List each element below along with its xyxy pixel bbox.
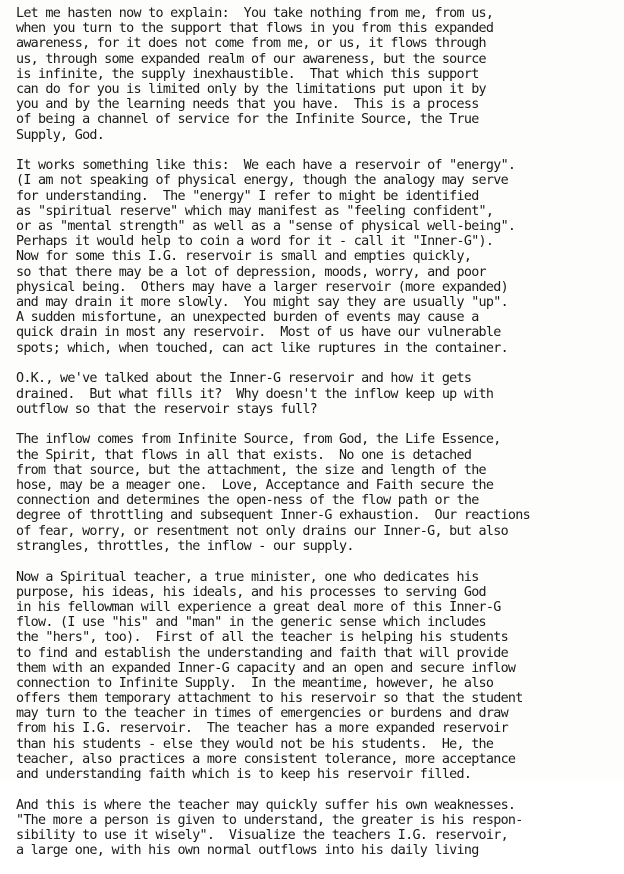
text-line: and may drain it more slowly. You might say they are usually "up". [16, 294, 508, 310]
text-line: from his I.G. reservoir. The teacher has a more expanded reservoir [16, 721, 508, 737]
text-line: them with an expanded Inner-G capacity and an open and secure inflow [16, 660, 516, 676]
text-line: to find and establish the understanding and faith that will provide [16, 645, 508, 661]
text-line: connection to Infinite Supply. In the meantime, however, he also [16, 675, 494, 691]
text-line: "The more a person is given to understand, the greater is his respon- [16, 812, 523, 828]
text-line: degree of throttling and subsequent Inner-G exhaustion. Our reactions [16, 508, 530, 524]
text-line: us, through some expanded realm of our awareness, but the source [16, 51, 486, 67]
text-line: Now a Spiritual teacher, a true minister, one who dedicates his [16, 569, 479, 585]
text-line: a large one, with his own normal outflows into his daily living [16, 843, 479, 859]
paragraph [16, 6, 616, 143]
text-line: The inflow comes from Infinite Source, from God, the Life Essence, [16, 432, 501, 448]
text-line: (I am not speaking of physical energy, though the analogy may serve [16, 173, 508, 189]
paragraph [16, 798, 616, 859]
text-line: quick drain in most any reservoir. Most of us have our vulnerable [16, 325, 501, 341]
paragraph [16, 570, 616, 783]
text-line: hose, may be a meager one. Love, Acceptance and Faith secure the [16, 478, 494, 494]
text-line: is infinite, the supply inexhaustible. That which this support [16, 66, 479, 82]
text-line: purpose, his ideas, his ideals, and his processes to serving God [16, 584, 486, 600]
text-line: It works something like this: We each have a reservoir of "energy". [16, 158, 516, 174]
text-line: strangles, throttles, the inflow - our supply. [16, 538, 354, 554]
text-line: outflow so that the reservoir stays full? [16, 401, 318, 417]
text-line: you and by the learning needs that you have. This is a process [16, 97, 479, 113]
text-line: as "spiritual reserve" which may manifest as "feeling confident", [16, 203, 494, 219]
text-line: for understanding. The "energy" I refer to might be identified [16, 188, 479, 204]
paragraph [16, 371, 616, 417]
text-line: Let me hasten now to explain: You take nothing from me, from us, [16, 6, 494, 21]
text-line: And this is where the teacher may quickly suffer his own weaknesses. [16, 797, 516, 813]
paragraph [16, 158, 616, 355]
text-line: Supply, God. [16, 127, 105, 143]
text-line: so that there may be a lot of depression, moods, worry, and poor [16, 264, 486, 280]
document-body [16, 6, 616, 874]
text-line: O.K., we've talked about the Inner-G reservoir and how it gets [16, 371, 472, 387]
text-line: Now for some this I.G. reservoir is small and empties quickly, [16, 249, 472, 265]
text-line: offers them temporary attachment to his reservoir so that the student [16, 691, 523, 707]
text-line: physical being. Others may have a larger reservoir (more expanded) [16, 279, 508, 295]
text-line: of fear, worry, or resentment not only drains our Inner-G, but also [16, 523, 508, 539]
text-line: or as "mental strength" as well as a "sense of physical well-being". [16, 219, 516, 235]
text-line: connection and determines the open-ness of the flow path or the [16, 493, 479, 509]
text-line: can do for you is limited only by the limitations put upon it by [16, 81, 486, 97]
paragraph [16, 432, 616, 554]
text-line: and understanding faith which is to keep his reservoir filled. [16, 767, 472, 782]
text-line: teacher, also practices a more consistent tolerance, more acceptance [16, 751, 516, 767]
text-line: Perhaps it would help to coin a word for it - call it "Inner-G"). [16, 234, 494, 250]
text-line: spots; which, when touched, can act like ruptures in the container. [16, 340, 508, 356]
text-line: may turn to the teacher in times of emergencies or burdens and draw [16, 706, 508, 722]
text-line: when you turn to the support that flows in you from this expanded [16, 21, 494, 37]
text-line: awareness, for it does not come from me, or us, it flows through [16, 36, 486, 52]
text-line: of being a channel of service for the Infinite Source, the True [16, 112, 479, 128]
text-line: sibility to use it wisely". Visualize the teachers I.G. reservoir, [16, 828, 508, 844]
text-line: drained. But what fills it? Why doesn't the inflow keep up with [16, 386, 494, 402]
text-line: in his fellowman will experience a great deal more of this Inner-G [16, 599, 501, 615]
text-line: the Spirit, that flows in all that exists. No one is detached [16, 447, 472, 463]
text-line: the "hers", too). First of all the teacher is helping his students [16, 630, 508, 646]
text-line: from that source, but the attachment, the size and length of the [16, 462, 486, 478]
text-line: than his students - else they would not be his students. He, the [16, 736, 494, 752]
text-line: A sudden misfortune, an unexpected burden of events may cause a [16, 310, 479, 326]
text-line: flow. (I use "his" and "man" in the generic sense which includes [16, 615, 486, 631]
